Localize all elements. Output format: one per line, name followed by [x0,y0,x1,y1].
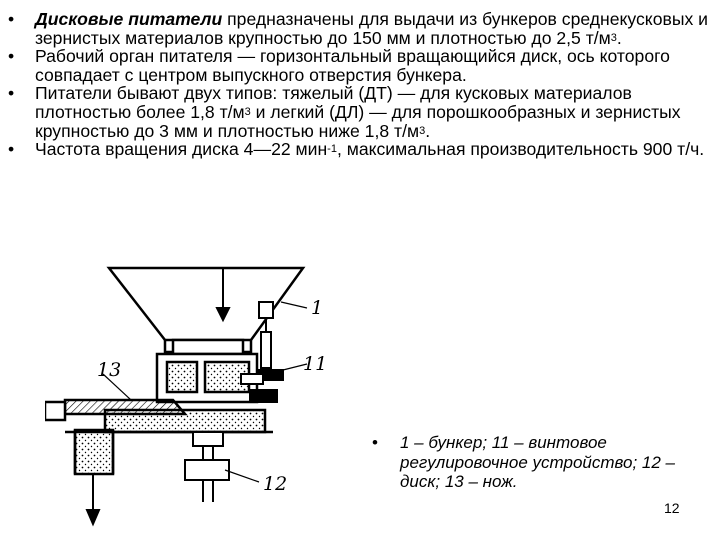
bullet-marker: • [8,83,15,104]
collar [157,340,257,402]
bullet-item-2 [8,47,708,84]
bullet-marker: • [372,433,378,452]
bullet-3-sup-2: 3 [419,124,426,137]
bullet-3-sup-1: 3 [244,105,251,118]
page-number: 12 [664,500,680,516]
bullet-item-1 [8,10,708,47]
bullet-3-tail: . [425,120,431,141]
caption-text: 1 – бункер; 11 – винтовое регулировочное устройство; 12 – диск; 13 – нож. [400,433,676,491]
bullet-4-text-2: , максимальная производительность 900 т/ч. [336,139,705,160]
shaft [185,432,229,502]
bullet-4-sup: -1 [327,143,337,156]
bullet-1-sup: 3 [610,31,617,44]
label-13: 13 [97,359,122,381]
bullet-3-text-1: Питатели бывают двух типов: тяжелый (ДТ) — для кусковых материалов плотностью более 1,8 т/м [35,83,632,122]
bullet-1-tail: . [616,27,622,48]
label-12: 12 [263,473,288,495]
bullet-marker: • [8,46,15,67]
label-11: 11 [303,353,328,375]
bullet-2-text: Рабочий орган питателя — горизонтальный вращающийся диск, ось которого совпадает с центром выпускного отверстия бункера. [35,46,670,85]
bullet-list [8,10,708,159]
disc-feeder-diagram [45,262,365,540]
bullet-marker: • [8,139,15,160]
disc-and-table [45,400,273,474]
figure-caption [372,433,702,492]
bullet-item-3 [8,84,708,140]
bullet-4-text-1: Частота вращения диска 4—22 мин [35,139,328,160]
label-1: 1 [311,297,324,319]
outlet-arrow [87,474,99,524]
bullet-3-text-2: и легкий (ДЛ) — для порошкообразных и зернистых крупностью до 3 мм и плотностью ниже 1,8 т/м [35,101,681,141]
bullet-1-text: предназначены для выдачи из бункеров среднекусковых и зернистых материалов крупностью до 150 мм и плотностью до 2,5 т/м [35,9,708,48]
bullet-1-lead: Дисковые питатели [35,9,223,29]
bullet-item-4 [8,140,708,159]
bullet-marker: • [8,9,15,29]
